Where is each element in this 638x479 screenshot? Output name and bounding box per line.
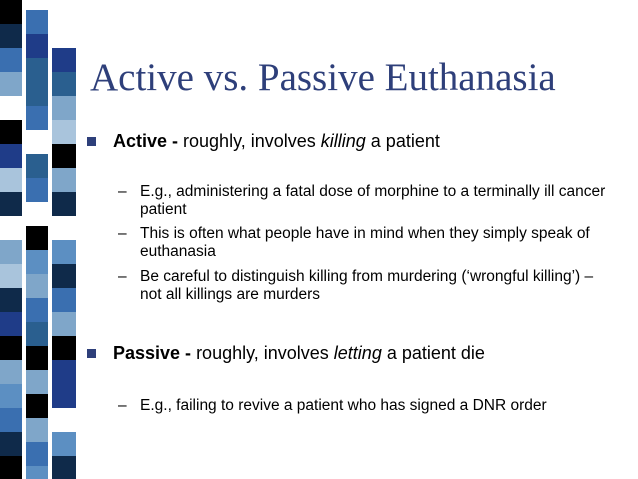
mosaic-tile bbox=[52, 240, 76, 264]
mosaic-tile bbox=[0, 96, 22, 120]
mosaic-tile bbox=[26, 226, 48, 250]
mosaic-tile bbox=[26, 250, 48, 274]
mosaic-tile bbox=[0, 0, 22, 24]
bullet-active bbox=[87, 131, 440, 152]
mosaic-tile bbox=[0, 72, 22, 96]
mosaic-tile bbox=[52, 144, 76, 168]
bullet-text-post: a patient bbox=[365, 131, 440, 151]
mosaic-tile bbox=[0, 168, 22, 192]
mosaic-tile bbox=[26, 346, 48, 370]
slide-title: Active vs. Passive Euthanasia bbox=[90, 56, 556, 99]
mosaic-tile bbox=[52, 0, 76, 24]
mosaic-tile bbox=[26, 370, 48, 394]
mosaic-tile bbox=[0, 48, 22, 72]
mosaic-tile bbox=[0, 312, 22, 336]
subpoint bbox=[118, 397, 618, 415]
mosaic-tile bbox=[52, 216, 76, 240]
mosaic-tile bbox=[0, 288, 22, 312]
decorative-mosaic-strip bbox=[0, 0, 76, 479]
mosaic-tile bbox=[26, 394, 48, 418]
subpoint bbox=[118, 183, 618, 219]
mosaic-tile bbox=[52, 456, 76, 479]
mosaic-tile bbox=[26, 10, 48, 34]
mosaic-tile bbox=[26, 274, 48, 298]
mosaic-tile bbox=[52, 48, 76, 72]
square-bullet-icon bbox=[87, 137, 96, 146]
mosaic-tile bbox=[0, 408, 22, 432]
mosaic-tile bbox=[52, 24, 76, 48]
mosaic-tile bbox=[0, 216, 22, 240]
dash-marker: – bbox=[118, 268, 127, 285]
mosaic-tile bbox=[0, 432, 22, 456]
mosaic-tile bbox=[52, 72, 76, 96]
mosaic-tile bbox=[26, 466, 48, 479]
mosaic-tile bbox=[52, 336, 76, 360]
mosaic-tile bbox=[52, 168, 76, 192]
bullet-text-pre: roughly, involves bbox=[191, 343, 334, 363]
mosaic-tile bbox=[0, 144, 22, 168]
mosaic-tile bbox=[52, 432, 76, 456]
mosaic-tile bbox=[52, 288, 76, 312]
bullet-passive-text bbox=[113, 343, 485, 364]
mosaic-tile bbox=[26, 418, 48, 442]
mosaic-tile bbox=[52, 312, 76, 336]
mosaic-tile bbox=[0, 120, 22, 144]
mosaic-tile bbox=[0, 192, 22, 216]
mosaic-tile bbox=[0, 456, 22, 479]
bullet-term: Passive - bbox=[113, 343, 192, 363]
subpoint bbox=[118, 268, 618, 304]
mosaic-tile bbox=[52, 408, 76, 432]
mosaic-tile bbox=[0, 360, 22, 384]
bullet-term: Active - bbox=[113, 131, 179, 151]
dash-marker: – bbox=[118, 225, 127, 242]
mosaic-tile bbox=[26, 154, 48, 178]
subpoint-text: E.g., administering a fatal dose of morphine to a terminally ill cancer patient bbox=[140, 183, 606, 218]
mosaic-tile bbox=[26, 322, 48, 346]
mosaic-tile bbox=[0, 384, 22, 408]
dash-marker: – bbox=[118, 183, 127, 200]
mosaic-tile bbox=[52, 96, 76, 120]
mosaic-tile bbox=[0, 336, 22, 360]
bullet-text-post: a patient die bbox=[381, 343, 485, 363]
subpoint bbox=[118, 225, 618, 261]
subpoint-text: Be careful to distinguish killing from murdering (‘wrongful killing’) – not all killings are murders bbox=[140, 268, 594, 303]
subpoint-text: This is often what people have in mind when they simply speak of euthanasia bbox=[140, 225, 590, 260]
mosaic-tile bbox=[26, 106, 48, 130]
mosaic-tile bbox=[26, 178, 48, 202]
mosaic-tile bbox=[52, 192, 76, 216]
dash-marker: – bbox=[118, 397, 127, 414]
mosaic-tile bbox=[26, 82, 48, 106]
mosaic-tile bbox=[0, 264, 22, 288]
subpoint-text: E.g., failing to revive a patient who has signed a DNR order bbox=[140, 397, 547, 414]
mosaic-tile bbox=[0, 24, 22, 48]
square-bullet-icon bbox=[87, 349, 96, 358]
bullet-active-text bbox=[113, 131, 440, 152]
mosaic-tile bbox=[52, 264, 76, 288]
bullet-text-pre: roughly, involves bbox=[178, 131, 321, 151]
mosaic-tile bbox=[52, 360, 76, 384]
mosaic-tile bbox=[26, 298, 48, 322]
bullet-emphasis: killing bbox=[320, 131, 366, 151]
mosaic-tile bbox=[52, 120, 76, 144]
bullet-emphasis: letting bbox=[333, 343, 382, 363]
mosaic-tile bbox=[26, 34, 48, 58]
mosaic-tile bbox=[26, 130, 48, 154]
mosaic-tile bbox=[0, 240, 22, 264]
bullet-passive bbox=[87, 343, 485, 364]
mosaic-tile bbox=[52, 384, 76, 408]
mosaic-tile bbox=[26, 58, 48, 82]
mosaic-tile bbox=[26, 202, 48, 226]
mosaic-tile bbox=[26, 442, 48, 466]
